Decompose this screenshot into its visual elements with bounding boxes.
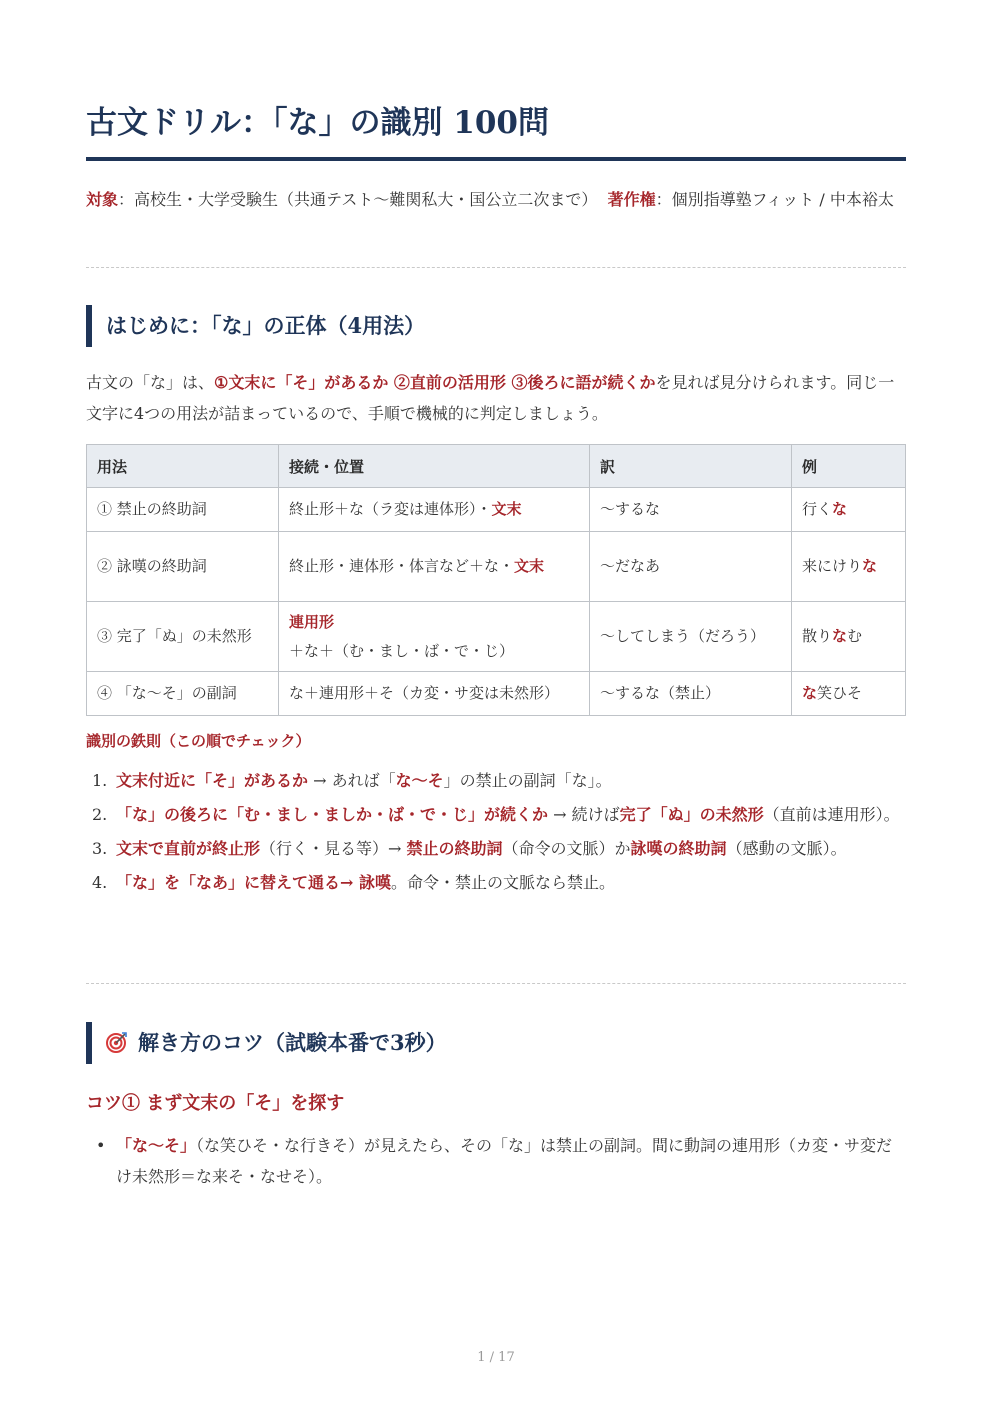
table-cell-translation — [590, 532, 792, 602]
text-segment: 来にけり — [802, 557, 863, 575]
table-cell-translation — [590, 602, 792, 672]
section-heading-intro-text: はじめに：「な」の正体（4用法） — [106, 313, 426, 338]
list-item-number: 1. — [92, 771, 108, 790]
text-segment: → 続けば — [548, 805, 620, 824]
text-segment: → あれば「 — [308, 771, 396, 790]
text-segment: 笑ひそ — [817, 684, 863, 702]
table-cell-example — [792, 532, 906, 602]
text-segment: 〜するな（禁止） — [600, 684, 721, 702]
list-item-text — [116, 805, 900, 824]
rules-heading: 識別の鉄則（この順でチェック） — [86, 732, 311, 750]
highlight-text: な — [832, 500, 848, 518]
list-item-number: 3. — [92, 839, 108, 858]
highlight-text: 禁止の終助詞 — [406, 839, 503, 858]
target-value: ：高校生・大学受験生（共通テスト〜難関私大・国公立二次まで） — [118, 190, 598, 209]
highlight-text: な〜そ — [395, 771, 444, 790]
copyright-value: ：個別指導塾フィット / 中本裕太 — [655, 190, 894, 209]
list-item-text — [116, 771, 612, 790]
list-item — [86, 833, 906, 864]
text-segment: 散り — [802, 627, 833, 645]
text-segment: 〜だなあ — [600, 557, 661, 575]
table-cell-translation — [590, 488, 792, 532]
document-meta — [86, 184, 906, 215]
highlight-text: 「な」を「なあ」に替えて通る→ 詠嘆 — [116, 873, 391, 892]
text-segment: （行く・見る等）→ — [260, 839, 407, 858]
intro-paragraph — [86, 367, 906, 429]
table-cell-translation — [590, 672, 792, 716]
copyright-label: 著作権 — [607, 190, 656, 209]
list-item-text — [116, 839, 847, 858]
tips-list — [86, 1130, 906, 1192]
text-segment: 〜してしまう（だろう） — [600, 627, 766, 645]
table-cell-example — [792, 672, 906, 716]
table-row — [87, 532, 906, 602]
table-cell-connection — [279, 672, 590, 716]
page-number: 1 / 17 — [477, 1350, 515, 1365]
highlight-text: な — [802, 684, 818, 702]
list-item — [86, 867, 906, 898]
list-item — [86, 765, 906, 796]
tip-heading: コツ① まず文末の「そ」を探す — [86, 1093, 345, 1114]
text-segment: 終止形・連体形・体言など＋な・ — [289, 557, 515, 575]
table-cell-usage — [87, 488, 279, 532]
text-segment: 終止形＋な（ラ変は連体形）・ — [289, 500, 492, 518]
section-heading-tips-text: 解き方のコツ（試験本番で3秒） — [138, 1030, 447, 1055]
text-segment: な＋連用形＋そ（カ変・サ変は未然形） — [289, 684, 560, 702]
text-segment: （命令の文脈）か — [502, 839, 631, 858]
list-item — [86, 799, 906, 830]
text-segment: を見れば見分けられます。同じ一文字に4つの用法が詰まっているので、手順で機械的に判定しましょう。 — [86, 373, 895, 423]
section-heading-intro — [86, 305, 896, 347]
text-segment: 〜するな — [600, 500, 661, 518]
list-item — [86, 1130, 906, 1192]
table-row — [87, 488, 906, 532]
text-segment: ① 禁止の終助詞 — [97, 500, 207, 518]
highlight-text: 「な」の後ろに「む・まし・ましか・ば・で・じ」が続くか — [116, 805, 549, 824]
highlight-text: 「な〜そ」 — [116, 1136, 197, 1155]
table-row — [87, 672, 906, 716]
text-segment: ＋な＋（む・まし・ば・で・じ） — [289, 641, 515, 660]
table-cell-connection — [279, 488, 590, 532]
list-item-text — [116, 1136, 892, 1186]
table-cell-usage — [87, 672, 279, 716]
text-segment: む — [847, 627, 863, 645]
highlight-text: 文末付近に「そ」があるか — [116, 771, 309, 790]
highlight-text: ①文末に「そ」があるか ②直前の活用形 ③後ろに語が続くか — [214, 373, 656, 392]
table-cell-connection — [279, 602, 590, 672]
text-segment: ④ 「な〜そ」の副詞 — [97, 684, 237, 702]
text-segment: （な笑ひそ・な行きそ）が見えたら、その「な」は禁止の副詞。間に動詞の連用形（カ変・サ変だけ未然形＝な来そ・なせそ）。 — [116, 1136, 893, 1186]
column-header-usage: 用法 — [87, 445, 279, 488]
rules-list — [86, 765, 906, 901]
highlight-text: 文末 — [514, 557, 545, 575]
list-item-number: 2. — [92, 805, 108, 824]
text-segment: ② 詠嘆の終助詞 — [97, 557, 207, 575]
text-segment: 古文の「な」は、 — [86, 373, 215, 392]
usage-table-header-row — [87, 445, 906, 488]
highlight-text: な — [862, 557, 878, 575]
text-segment: （直前は連用形）。 — [763, 805, 900, 824]
text-segment: ③ 完了「ぬ」の未然形 — [97, 627, 252, 645]
table-cell-example — [792, 602, 906, 672]
highlight-text: 連用形 — [289, 612, 335, 631]
target-label: 対象 — [86, 190, 119, 209]
text-segment: （感動の文脈）。 — [726, 839, 847, 858]
highlight-text: 詠嘆の終助詞 — [630, 839, 727, 858]
column-header-connection: 接続・位置 — [279, 445, 590, 488]
text-segment: 」の禁止の副詞「な」。 — [443, 771, 612, 790]
highlight-text: な — [832, 627, 848, 645]
list-item-number: 4. — [92, 873, 108, 892]
title-underline — [86, 157, 906, 161]
list-item-text — [116, 873, 615, 892]
section-divider — [86, 267, 906, 268]
highlight-text: 文末 — [491, 500, 522, 518]
highlight-text: 完了「ぬ」の未然形 — [619, 805, 764, 824]
table-cell-usage — [87, 532, 279, 602]
section-divider — [86, 983, 906, 984]
text-segment: 行く — [802, 500, 833, 518]
table-cell-connection — [279, 532, 590, 602]
bullet-icon: • — [96, 1136, 106, 1155]
usage-table — [86, 444, 906, 716]
table-cell-usage — [87, 602, 279, 672]
column-header-example: 例 — [792, 445, 906, 488]
text-segment: 。命令・禁止の文脈なら禁止。 — [390, 873, 615, 892]
table-row — [87, 602, 906, 672]
column-header-translation: 訳 — [590, 445, 792, 488]
target-icon — [106, 1025, 128, 1047]
highlight-text: 文末で直前が終止形 — [116, 839, 261, 858]
section-heading-tips — [86, 1022, 896, 1064]
table-cell-example — [792, 488, 906, 532]
document-title: 古文ドリル：「な」の識別 100問 — [86, 105, 550, 141]
